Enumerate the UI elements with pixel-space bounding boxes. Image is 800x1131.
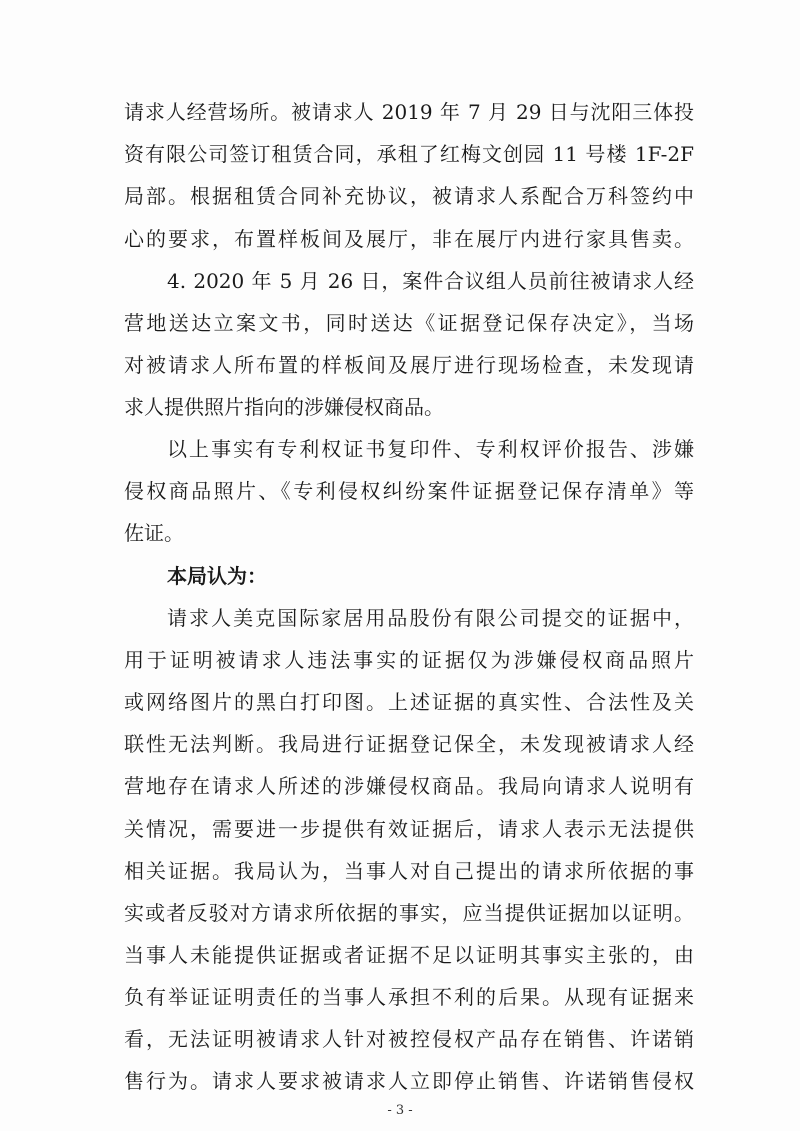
- section-heading: 本局认为：: [167, 564, 267, 588]
- text-line: 求人提供照片指向的涉嫌侵权商品。: [124, 395, 444, 419]
- text-line: 资有限公司签订租赁合同，承租了红梅文创园 11 号楼 1F-2F: [124, 142, 694, 166]
- text-line: 请求人美克国际家居用品股份有限公司提交的证据中，: [167, 606, 694, 630]
- text-line: 相关证据。我局认为，当事人对自己提出的请求所依据的事: [124, 859, 694, 883]
- text-line: 当事人未能提供证据或者证据不足以证明其事实主张的，由: [124, 943, 694, 967]
- text-line: 负有举证证明责任的当事人承担不利的后果。从现有证据来: [124, 985, 694, 1009]
- text-line: 侵权商品照片、《专利侵权纠纷案件证据登记保存清单》等: [124, 479, 694, 503]
- page-number: - 3 -: [387, 1103, 413, 1118]
- text-line: 营地存在请求人所述的涉嫌侵权商品。我局向请求人说明有: [124, 774, 694, 798]
- text-line: 4. 2020 年 5 月 26 日，案件合议组人员前往被请求人经: [167, 269, 694, 293]
- text-line: 或网络图片的黑白打印图。上述证据的真实性、合法性及关: [124, 690, 694, 714]
- text-line: 售行为。请求人要求被请求人立即停止销售、许诺销售侵权: [124, 1069, 694, 1093]
- text-line: 局部。根据租赁合同补充协议，被请求人系配合万科签约中: [124, 184, 694, 208]
- text-line: 看，无法证明被请求人针对被控侵权产品存在销售、许诺销: [124, 1027, 694, 1051]
- text-line: 心的要求，布置样板间及展厅，非在展厅内进行家具售卖。: [124, 227, 694, 251]
- text-line: 关情况，需要进一步提供有效证据后，请求人表示无法提供: [124, 817, 694, 841]
- text-line: 以上事实有专利权证书复印件、专利权评价报告、涉嫌: [167, 437, 694, 461]
- text-line: 佐证。: [124, 521, 184, 545]
- text-line: 对被请求人所布置的样板间及展厅进行现场检查，未发现请: [124, 353, 694, 377]
- text-line: 用于证明被请求人违法事实的证据仅为涉嫌侵权商品照片: [124, 648, 694, 672]
- text-line: 联性无法判断。我局进行证据登记保全，未发现被请求人经: [124, 732, 694, 756]
- text-line: 营地送达立案文书，同时送达《证据登记保存决定》，当场: [124, 311, 694, 335]
- text-line: 请求人经营场所。被请求人 2019 年 7 月 29 日与沈阳三体投: [124, 100, 694, 124]
- text-line: 实或者反驳对方请求所依据的事实，应当提供证据加以证明。: [124, 901, 694, 925]
